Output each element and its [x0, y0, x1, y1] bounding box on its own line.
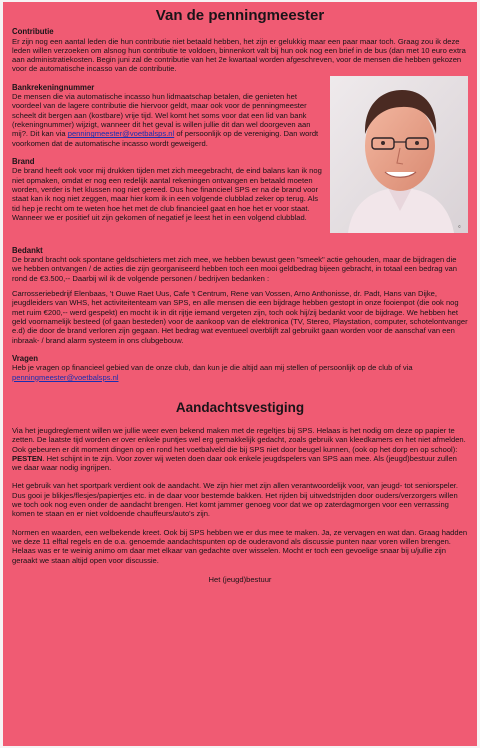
- contributie-heading: Contributie: [12, 27, 54, 36]
- bedankt-text-1: De brand bracht ook spontane geldschieters met zich mee, we hebben bewust geen "smeek" actie gehouden, maar de bijdragen die we hebben ontvangen / de acties die zijn georganiseerd hebben toch een mooi geldbedrag bijeen gebracht, in totaal een bedrag van rond de €3.500,-- Daarbij wil ik de volgende personen / bedrijven bedanken :: [12, 255, 457, 283]
- aandacht-paragraph-2: Het gebruik van het sportpark verdient ook de aandacht. We zijn hier met zijn allen verantwoordelijk voor, van jeugd- tot seniorspeler. Dus gooi je blikjes/flesjes/papiertjes etc. in de daar voor bestemde bakken. Het rijden bij uitwedstrijden door ouders/verzorgers willen we toch ook nog even onder de aandacht brengen. Het komt jammer genoeg voor dat we op zaterdagmorgen voor een verrassing komen te staan en er niet voldoende chauffeurs/auto's zijn.: [12, 481, 459, 519]
- svg-text:©: ©: [458, 223, 461, 229]
- brand-text: De brand heeft ook voor mij drukken tijden met zich meegebracht, de eind balans kan ik nog niet opmaken, omdat er nog een redelijk aantal rekeningen ontvangen en betaald moeten worden, verder is het klussen nog niet gereed. Dus hoe financieel SPS er na de brand voor staat kan ik nog niet zeggen, maar hier kom ik in een volgende clubblad zeker op terug. Als tid hep je recht om te weten hoe het met de club financieel gaat en hoe het er voor staat. Wanneer we er positief uit zijn gekomen of negatief je leest het in een volgend clubblad.: [12, 166, 322, 222]
- email-link[interactable]: penningmeester@voetbalsps.nl: [12, 372, 119, 382]
- portrait-image: [330, 76, 468, 233]
- bank-heading: Bankrekeningnummer: [12, 82, 95, 92]
- treasurer-portrait: [330, 76, 468, 233]
- bedankt-text-2: Carrosseriebedrijf Elenbaas, 't Ouwe Raet Uus, Cafe 't Centrum, Rene van Vossen, Arno Anthonisse, dr. Padt, Hans van Dijke, jeugdleiders van WHS, het activiteitenteam van SPS, en alle mensen die een bijdrage hebben gestopt in onze fooienpot (die ook nog met ruim €200,-- werd gespekt) en mocht ik in dit rijtje iemand vergeten zijn, toch ook hij/zij bedankt voor de bijdrage. We hebben het geld voornamelijk besteed (of gaan besteden) voor de aankoop van de elektronica (TV, Stereo, Playstation, computer, schotelontvanger e.d) die door de brand verloren zijn gegaan. Het bedrag wat eventueel overblijft zal gebruikt gaan worden voor de aanschaf van een inbraak- / brand alarm systeem in ons clubgebouw.: [12, 289, 468, 345]
- email-link[interactable]: penningmeester@voetbalsps.nl: [67, 129, 175, 139]
- brand-heading: Brand: [12, 156, 35, 166]
- contributie-text: Er zijn nog een aantal leden die hun contributie niet betaald hebben, het zijn er gelukkig maar een paar maar toch. Graag zou ik deze leden willen verzoeken om alsnog hun contributie te voldoen, binnenkort valt bij hun ook nog een brief in de bus (dan met 10 euro extra aan administratiekosten. Begin juni zal de contributie van het 2e kwartaal worden afgeschreven, voor de mensen die hebben gekozen voor de automatische incasso van de contributie.: [12, 36, 466, 74]
- page-title: Van de penningmeester: [155, 7, 325, 24]
- bedankt-heading: Bedankt: [12, 245, 43, 255]
- vragen-text: Heb je vragen op financieel gebied van de onze club, dan kun je die altijd aan mij stellen of persoonlijk op de club of via penningmeester@voetbalsps.nl: [12, 363, 413, 382]
- signature: Het (jeugd)bestuur: [208, 574, 272, 584]
- newsletter-page: [3, 2, 477, 746]
- vragen-heading: Vragen: [12, 353, 39, 363]
- aandacht-paragraph-1: Via het jeugdreglement willen we jullie weer even bekend maken met de regeltjes bij SPS. Helaas is het nodig om deze op papier te zetten. De laatste tijd worden er over enkele puntjes wel erg gemakkelijk gedacht, zoals gebruik van kleedkamers en het niet afmelden. Ook gebeuren er dit moment dingen op en rond het voetbalveld die bij SPS niet door beugel kunnen, (ook op het dorp en op school): PESTEN. Het schijnt in te zijn. Voor zover wij weten doen daar ook enkele jeugdspelers van SPS aan mee. Als (jeugd)bestuur zullen we daar waar nodig ingrijpen.: [12, 425, 466, 473]
- section-title: Aandachtsvestiging: [175, 399, 305, 415]
- aandacht-paragraph-3: Normen en waarden, een welbekende kreet. Ook bij SPS hebben we er dus mee te maken. Ja, ze vervagen en wat dan. Graag hadden we deze 11 elftal regels en de o.a. genoemde aandachtspunten op de ouderavond als discussie punten naar voren willen brengen. Helaas was er te weinig animo om daar met elkaar van gedachte over wisselen. Mocht er toch een gevoelige snaar bij u/jullie zijn geraakt we staan altijd open voor discussie.: [12, 527, 468, 565]
- photo-section: [12, 74, 468, 237]
- bank-text: De mensen die via automatische incasso hun lidmaatschap betalen, die genieten het voordeel van de lagere contributie die hiervoor geldt, maar ook voor de penningmeester scheelt dit bergen aan (kostbare) vrije tijd. Wel komt het soms voor dat een lid van bank (rekeningnummer) wijzigt, wanneer dit het geval is willen jullie dit dan wel doorgeven aan mij?. Dit kan via penningmeester@voetbalsps.nl of persoonlijk op de vereniging. Dan wordt voorkomen dat de automatische incasso wordt geweigerd.: [12, 92, 319, 148]
